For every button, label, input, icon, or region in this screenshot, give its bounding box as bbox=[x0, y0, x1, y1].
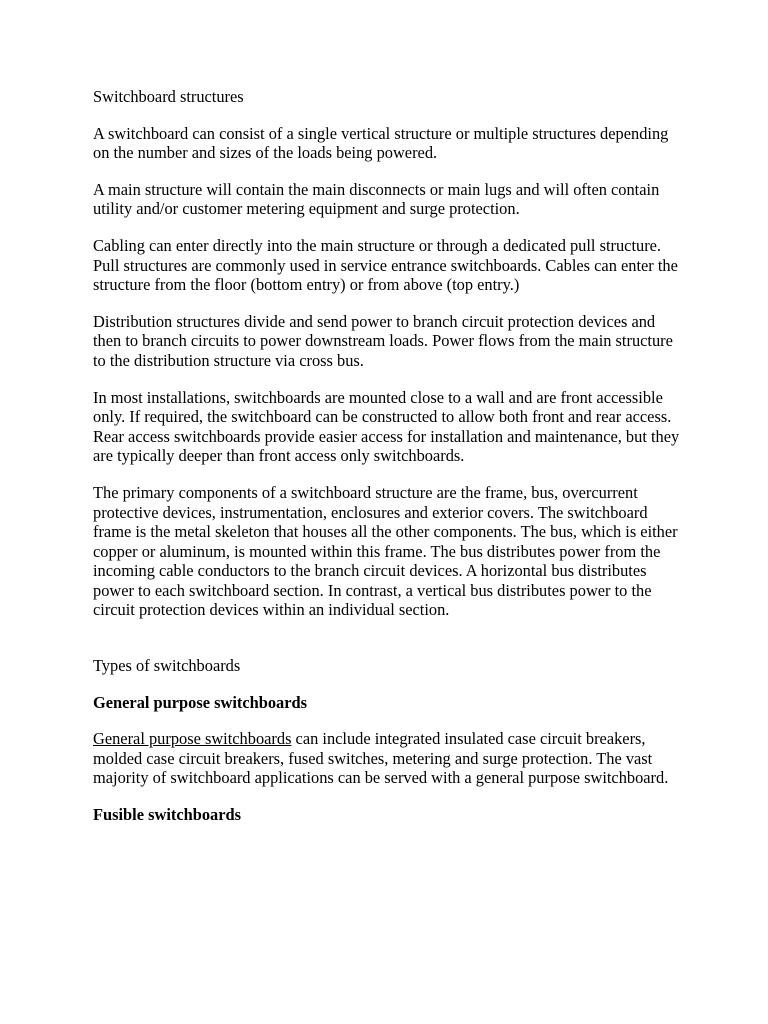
document-page bbox=[93, 87, 683, 842]
general-purpose-body: can include integrated insulated case circuit breakers, molded case circuit breakers, fused switches, metering and surge protection. The vast majority of switchboard applications can be served with a general purpose switchboard. bbox=[93, 729, 669, 788]
paragraph-distribution-structures: Distribution structures divide and send power to branch circuit protection devices and then to branch circuits to power downstream loads. Power flows from the main structure to the distribution structure via cross bus. bbox=[93, 311, 673, 370]
paragraph-installations: In most installations, switchboards are mounted close to a wall and are front accessible only. If required, the switchboard can be constructed to allow both front and rear access. Rear access switchboards provide easier access for installation and maintenance, but they are typically deeper than front access only switchboards. bbox=[93, 387, 680, 466]
paragraph-primary-components: The primary components of a switchboard structure are the frame, bus, overcurrent protective devices, instrumentation, enclosures and exterior covers. The switchboard frame is the metal skeleton that houses all the other components. The bus, which is either copper or aluminum, is mounted within this frame. The bus distributes power from the incoming cable conductors to the branch circuit devices. A horizontal bus distributes power to each switchboard section. In contrast, a vertical bus distributes power to the circuit protection devices within an individual section. bbox=[93, 482, 678, 620]
general-purpose-heading: General purpose switchboards bbox=[93, 692, 307, 712]
fusible-heading: Fusible switchboards bbox=[93, 805, 241, 825]
general-purpose-link[interactable]: General purpose switchboards bbox=[93, 729, 292, 749]
types-heading: Types of switchboards bbox=[93, 656, 241, 676]
general-purpose-paragraph bbox=[93, 729, 683, 788]
blank-line bbox=[93, 637, 683, 656]
paragraph-single-or-multiple: A switchboard can consist of a single vertical structure or multiple structures depending on the number and sizes of the loads being powered. bbox=[93, 123, 669, 163]
section-title: Switchboard structures bbox=[93, 87, 244, 106]
paragraph-cabling: Cabling can enter directly into the main structure or through a dedicated pull structure. Pull structures are commonly used in service entrance switchboards. Cables can enter the structure from the floor (bottom entry) or from above (top entry.) bbox=[93, 235, 678, 295]
paragraph-main-structure: A main structure will contain the main disconnects or main lugs and will often contain utility and/or customer metering equipment and surge protection. bbox=[93, 179, 660, 219]
